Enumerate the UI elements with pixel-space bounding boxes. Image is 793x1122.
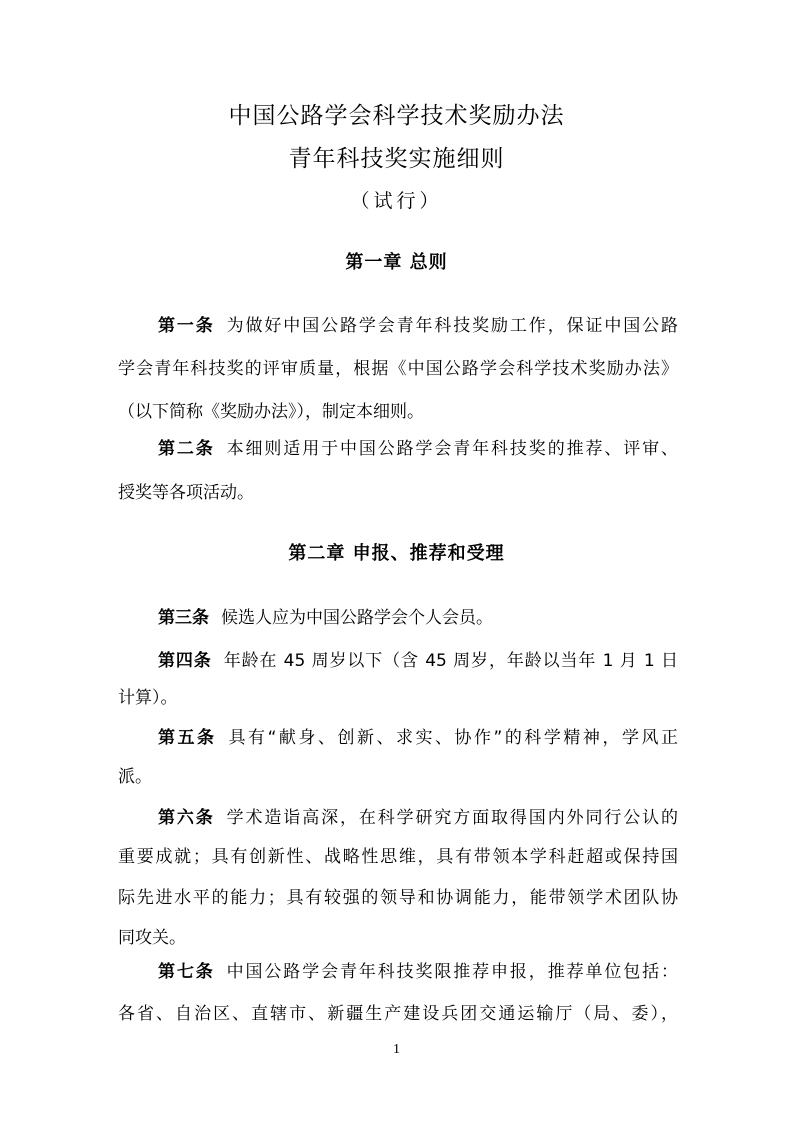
article-3-label: 第三条 (158, 608, 209, 628)
article-3-line1 (158, 606, 678, 630)
article-1-label: 第一条 (158, 316, 215, 336)
article-1-text-1: 为做好中国公路学会青年科技奖励工作，保证中国公路 (226, 316, 679, 336)
article-2-line1 (158, 437, 678, 461)
article-5-text-1: 具有“献身、创新、求实、协作”的科学精神，学风正 (228, 728, 678, 748)
document-title-line2: 青年科技奖实施细则 (288, 146, 505, 172)
document-title-line1: 中国公路学会科学技术奖励办法 (228, 103, 565, 129)
article-6-text-1: 学术造诣高深，在科学研究方面取得国内外同行公认的 (226, 808, 679, 828)
article-6-label: 第六条 (158, 808, 215, 828)
article-4-text-1: 年龄在 45 周岁以下（含 45 周岁，年龄以当年 1 月 1 日 (223, 651, 678, 671)
article-7-label: 第七条 (158, 962, 215, 982)
article-7-text-1: 中国公路学会青年科技奖限推荐申报，推荐单位包括： (226, 962, 679, 982)
article-6-line3: 际先进水平的能力；具有较强的领导和协调能力，能带领学术团队协 (118, 888, 678, 908)
article-1-line2: 学会青年科技奖的评审质量，根据《中国公路学会科学技术奖励办法》 (118, 359, 678, 379)
article-4-line1 (158, 649, 678, 673)
article-2-label: 第二条 (158, 439, 215, 459)
article-2-line2: 授奖等各项活动。 (118, 483, 254, 503)
article-6-line1 (158, 806, 678, 830)
article-1-line3: （以下简称《奖励办法》），制定本细则。 (118, 402, 424, 422)
article-2-text-1: 本细则适用于中国公路学会青年科技奖的推荐、评审、 (226, 439, 679, 459)
article-5-label: 第五条 (158, 728, 217, 748)
article-7-line2: 各省、自治区、直辖市、新疆生产建设兵团交通运输厅（局、委）， (118, 1004, 678, 1024)
article-1-line1 (158, 314, 678, 338)
chapter-1-heading: 第一章 总则 (345, 252, 448, 273)
article-6-line2: 重要成就；具有创新性、战略性思维，具有带领本学科赶超或保持国 (118, 847, 678, 867)
chapter-2-heading: 第二章 申报、推荐和受理 (288, 543, 505, 564)
document-subtitle: （试行） (350, 190, 443, 212)
article-6-line4: 同攻关。 (118, 928, 186, 948)
article-5-line2: 派。 (118, 767, 152, 787)
article-7-line1 (158, 960, 678, 984)
article-5-line1 (158, 726, 678, 750)
article-4-label: 第四条 (158, 651, 212, 671)
page-number: 1 (393, 1042, 400, 1057)
article-4-line2: 计算）。 (118, 688, 178, 708)
article-3-text-1: 候选人应为中国公路学会个人会员。 (221, 608, 493, 628)
